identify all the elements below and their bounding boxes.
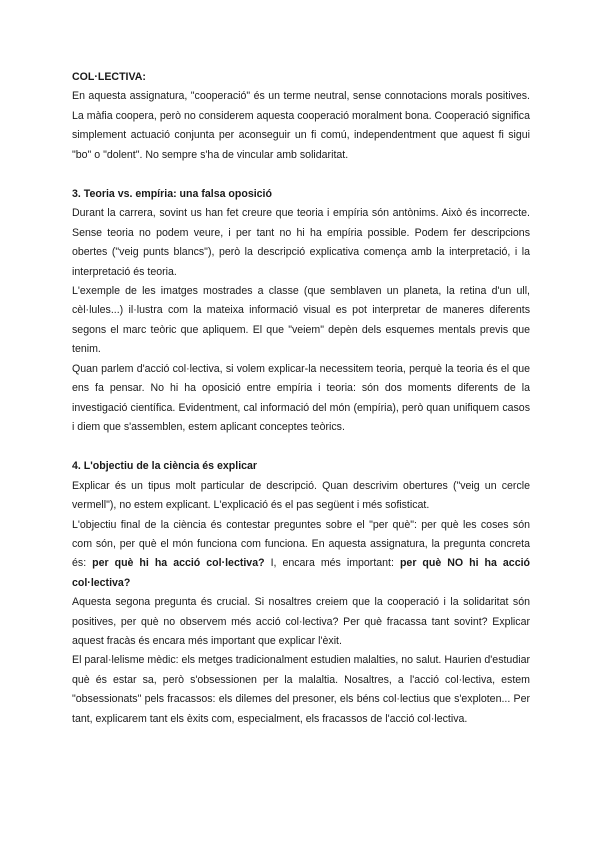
- paragraph-text: I, encara més important:: [264, 557, 400, 570]
- paragraph-accio-collectiva-teoria: Quan parlem d'acció col·lectiva, si volem explicar-la necessitem teoria, perquè la teoria és el que ens fa pensar. No hi ha oposició entre empíria i teoria: són dos moments diferents de la investigació científica. Evidentment, cal informació del món (empíria), però quan unifiquem casos i diem que s'assemblen, estem aplicant conceptes teòrics.: [72, 362, 530, 433]
- paragraph-imatges: L'exemple de les imatges mostrades a classe (que semblaven un planeta, la retina d'un ull, cèl·lules...) il·lustra com la mateixa informació visual es pot interpretar de maneres diferents segons el marc teòric que apliquem. El que "veiem" depèn dels esquemes mentals previs que tenim.: [72, 285, 530, 356]
- section-heading-3: 3. Teoria vs. empíria: una falsa oposició: [72, 188, 272, 201]
- paragraph-cooperacio: En aquesta assignatura, "cooperació" és un terme neutral, sense connotacions morals positives. La màfia coopera, però no considerem aquesta cooperació moralment bona. Cooperació significa simplement actuació conjunta per aconseguir un fi comú, independentment que aquest fi sigui "bo" o "dolent". No sempre s'ha de vincular amb solidaritat.: [72, 90, 530, 161]
- paragraph-teoria-empiria: Durant la carrera, sovint us han fet creure que teoria i empíria són antònims. Això és incorrecte. Sense teoria no podem veure, i per tant no hi ha empíria possible. Podem fer descripcions obertes ("veig punts blancs"), però la descripció explicativa comença amb la interpretació, i la interpretació és teoria.: [72, 207, 530, 278]
- section-heading-4: 4. L'objectiu de la ciència és explicar: [72, 460, 258, 473]
- paragraph-objectiu-ciencia: [72, 516, 530, 594]
- bold-question-2: per què NO hi ha acció col·lectiva?: [72, 557, 530, 589]
- document-body: [72, 68, 530, 729]
- paragraph-paralelisme-medic: El paral·lelisme mèdic: els metges tradicionalment estudien malalties, no salut. Haurien d'estudiar què és estar sa, però s'obsessionen per la malaltia. Nosaltres, a l'acció col·lectiva, estem "obsessionats" pels fracassos: els dilemes del presoner, els béns col·lectius que s'exploten... Per tant, explicarem tant els èxits com, especialment, els fracassos de l'acció col·lectiva.: [72, 654, 530, 725]
- paragraph-segona-pregunta: Aquesta segona pregunta és crucial. Si nosaltres creiem que la cooperació i la solidaritat són positives, per què no observem més acció col·lectiva? Per què fracassa tant sovint? Explicar aquest fracàs és encara més important que explicar l'èxit.: [72, 596, 530, 647]
- paragraph-explicar: Explicar és un tipus molt particular de descripció. Quan descrivim obertures ("veig un cercle vermell"), no estem explicant. L'explicació és el pas següent i més sofisticat.: [72, 479, 530, 512]
- section-gap: [72, 165, 530, 185]
- paragraph-text: L'objectiu final de la ciència és contestar preguntes sobre el "per què": per què les coses són com són, per què el món funciona com funciona. En aquesta assignatura, la pregunta concreta és:: [72, 518, 530, 570]
- section-heading-collectiva: COL·LECTIVA:: [72, 71, 146, 83]
- bold-question-1: per què hi ha acció col·lectiva?: [92, 557, 265, 570]
- section-gap: [72, 437, 530, 457]
